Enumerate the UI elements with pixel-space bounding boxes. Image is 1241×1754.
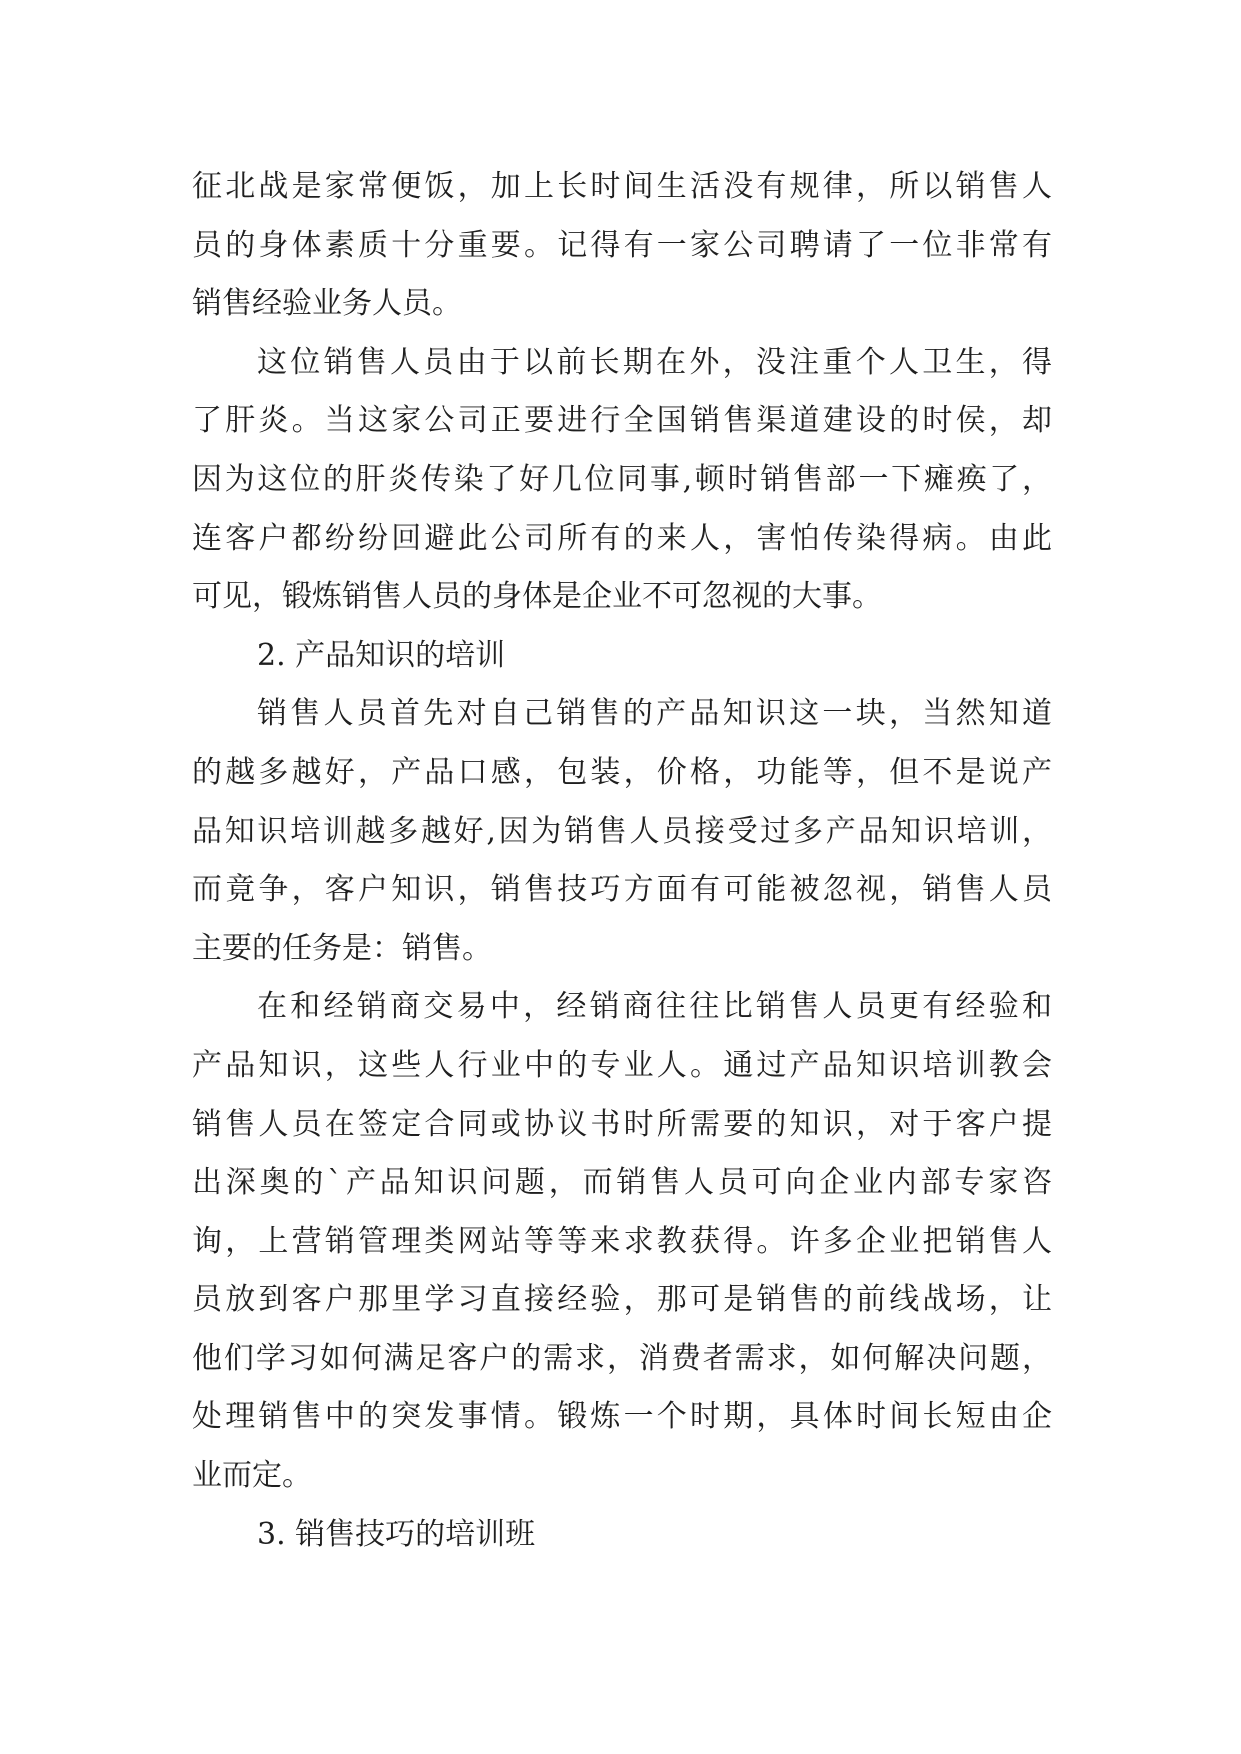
text-line: 征北战是家常便饭，加上长时间生活没有规律，所以销售人 [192,169,1052,204]
section-heading: 2. 产品知识的培训 [257,637,506,673]
text-line: 询，上营销管理类网站等等来求教获得。许多企业把销售人 [192,1223,1052,1259]
text-line: 可见，锻炼销售人员的身体是企业不可忽视的大事。 [192,579,882,615]
text-line: 员的身体素质十分重要。记得有一家公司聘请了一位非常有 [192,227,1052,263]
document-body [192,158,1052,1564]
text-line: 出深奥的`产品知识问题，而销售人员可向企业内部专家咨 [192,1165,1052,1201]
text-line: 了肝炎。当这家公司正要进行全国销售渠道建设的时侯，却 [192,403,1052,439]
text-line: 而竟争，客户知识，销售技巧方面有可能被忽视，销售人员 [192,872,1052,908]
text-line: 他们学习如何满足客户的需求，消费者需求，如何解决问题， [192,1340,1052,1376]
text-line: 业而定。 [192,1458,312,1494]
text-line: 品知识培训越多越好,因为销售人员接受过多产品知识培训， [192,813,1052,849]
text-line: 在和经销商交易中，经销商往往比销售人员更有经验和 [257,989,1052,1025]
text-line: 处理销售中的突发事情。锻炼一个时期，具体时间长短由企 [192,1399,1052,1435]
text-line: 连客户都纷纷回避此公司所有的来人，害怕传染得病。由此 [192,520,1052,556]
text-line: 因为这位的肝炎传染了好几位同事,顿时销售部一下瘫痪了， [192,461,1052,497]
text-line: 主要的任务是：销售。 [192,930,492,966]
text-line: 产品知识，这些人行业中的专业人。通过产品知识培训教会 [192,1047,1052,1083]
text-line: 的越多越好，产品口感，包装，价格，功能等，但不是说产 [192,754,1052,790]
text-line: 这位销售人员由于以前长期在外，没注重个人卫生，得 [257,344,1052,380]
text-line: 销售人员在签定合同或协议书时所需要的知识，对于客户提 [192,1106,1052,1142]
text-line: 员放到客户那里学习直接经验，那可是销售的前线战场，让 [192,1282,1052,1318]
text-line: 销售人员首先对自己销售的产品知识这一块，当然知道 [257,696,1052,732]
text-line: 销售经验业务人员。 [192,286,462,322]
section-heading: 3. 销售技巧的培训班 [257,1516,536,1552]
